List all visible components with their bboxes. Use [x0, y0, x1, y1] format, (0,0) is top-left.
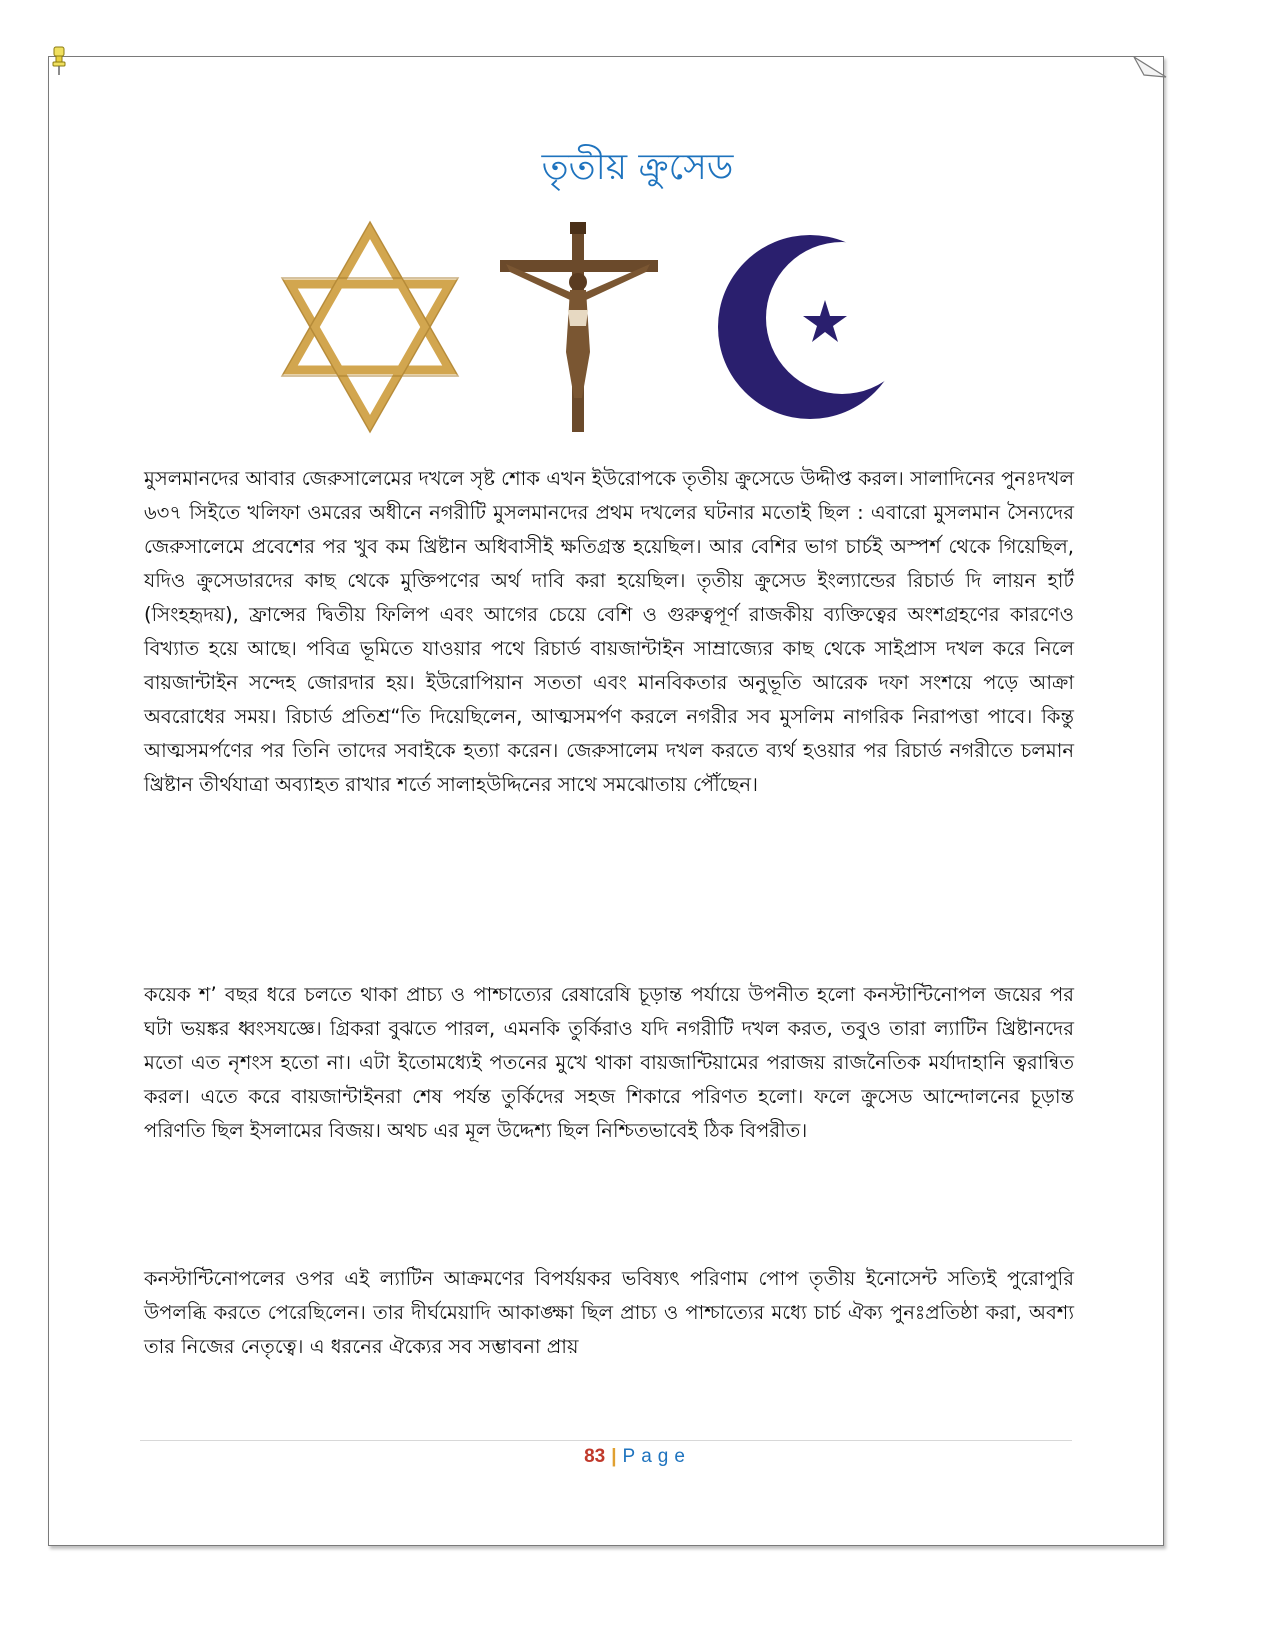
religious-symbols-image	[230, 202, 990, 452]
paragraph-pope-innocent: কনস্টান্টিনোপলের ওপর এই ল্যাটিন আক্রমণের বিপর্যয়কর ভবিষ্যৎ পরিণাম পোপ তৃতীয় ইনোসেন্ট সত্যিই পুরোপুরি উপলব্ধি করতে পেরেছিলেন। তার দীর্ঘমেয়াদি আকাঙ্ক্ষা ছিল প্রাচ্য ও পাশ্চাত্যের মধ্যে চার্চ ঐক্য পুনঃপ্রতিষ্ঠা করা, অবশ্য তার নিজের নেতৃত্বে। এ ধরনের ঐক্যের সব সম্ভাবনা প্রায়	[144, 1267, 1074, 1358]
page-corner-fold-icon	[1132, 55, 1168, 79]
page-footer	[0, 1446, 1275, 1468]
paragraph-constantinople-sack: কয়েক শ’ বছর ধরে চলতে থাকা প্রাচ্য ও পাশ্চাত্যের রেষারেষি চূড়ান্ত পর্যায়ে উপনীত হলো কনস্টান্টিনোপল জয়ের পর ঘটা ভয়ঙ্কর ধ্বংসযজ্ঞে। গ্রিকরা বুঝতে পারল, এমনকি তুর্কিরাও যদি নগরীটি দখল করত, তবুও তারা ল্যাটিন খ্রিষ্টানদের মতো এত নৃশংস হতো না। এটা ইতোমধ্যেই পতনের মুখে থাকা বায়জান্টিয়ামের পরাজয় রাজনৈতিক মর্যাদাহানি ত্বরান্বিত করল। এতে করে বায়জান্টাইনরা শেষ পর্যন্ত তুর্কিদের সহজ শিকারে পরিণত হলো। ফলে ক্রুসেড আন্দোলনের চূড়ান্ত পরিণতি ছিল ইসলামের বিজয়। অথচ এর মূল উদ্দেশ্য ছিল নিশ্চিতভাবেই ঠিক বিপরীত।	[144, 983, 1074, 1142]
page-title: তৃতীয় ক্রুসেড	[541, 147, 734, 188]
footer-divider	[140, 1440, 1072, 1441]
pushpin-icon	[51, 46, 67, 76]
star-of-david-icon	[290, 230, 450, 424]
crucifix-icon	[500, 222, 658, 432]
footer-separator: |	[611, 1446, 617, 1467]
crescent-and-star-icon	[718, 235, 918, 419]
paragraph-third-crusade: মুসলমানদের আবার জেরুসালেমের দখলে সৃষ্ট শোক এখন ইউরোপকে তৃতীয় ক্রুসেডে উদ্দীপ্ত করল। সালাদিনের পুনঃদখল ৬৩৭ সিইতে খলিফা ওমরের অধীনে নগরীটি মুসলমানদের প্রথম দখলের ঘটনার মতোই ছিল : এবারো মুসলমান সৈন্যদের জেরুসালেমে প্রবেশের পর খুব কম খ্রিষ্টান অধিবাসীই ক্ষতিগ্রস্ত হয়েছিল। আর বেশির ভাগ চার্চই অস্পর্শ থেকে গিয়েছিল, যদিও ক্রুসেডারদের কাছ থেকে মুক্তিপণের অর্থ দাবি করা হয়েছিল। তৃতীয় ক্রুসেড ইংল্যান্ডের রিচার্ড দি লায়ন হার্ট (সিংহহৃদয়), ফ্রান্সের দ্বিতীয় ফিলিপ এবং আগের চেয়ে বেশি ও গুরুত্বপূর্ণ রাজকীয় ব্যক্তিত্বের অংশগ্রহণের কারণেও বিখ্যাত হয়ে আছে। পবিত্র ভূমিতে যাওয়ার পথে রিচার্ড বায়জান্টাইন সাম্রাজ্যের কাছ থেকে সাইপ্রাস দখল করে নিলে বায়জান্টাইন সন্দেহ জোরদার হয়। ইউরোপিয়ান সততা এবং মানবিকতার অনুভূতি আরেক দফা সংশয়ে পড়ে আক্রা অবরোধের সময়। রিচার্ড প্রতিশ্র“তি দিয়েছিলেন, আত্মসমর্পণ করলে নগরীর সব মুসলিম নাগরিক নিরাপত্তা পাবে। কিন্তু আত্মসমর্পণের পর তিনি তাদের সবাইকে হত্যা করেন। জেরুসালেম দখল করতে ব্যর্থ হওয়ার পর রিচার্ড নগরীতে চলমান খ্রিষ্টান তীর্থযাত্রা অব্যাহত রাখার শর্তে সালাহউদ্দিনের সাথে সমঝোতায় পৌঁছেন।	[144, 467, 1074, 796]
page-label: Page	[622, 1446, 691, 1467]
page-number: 83	[584, 1446, 606, 1467]
